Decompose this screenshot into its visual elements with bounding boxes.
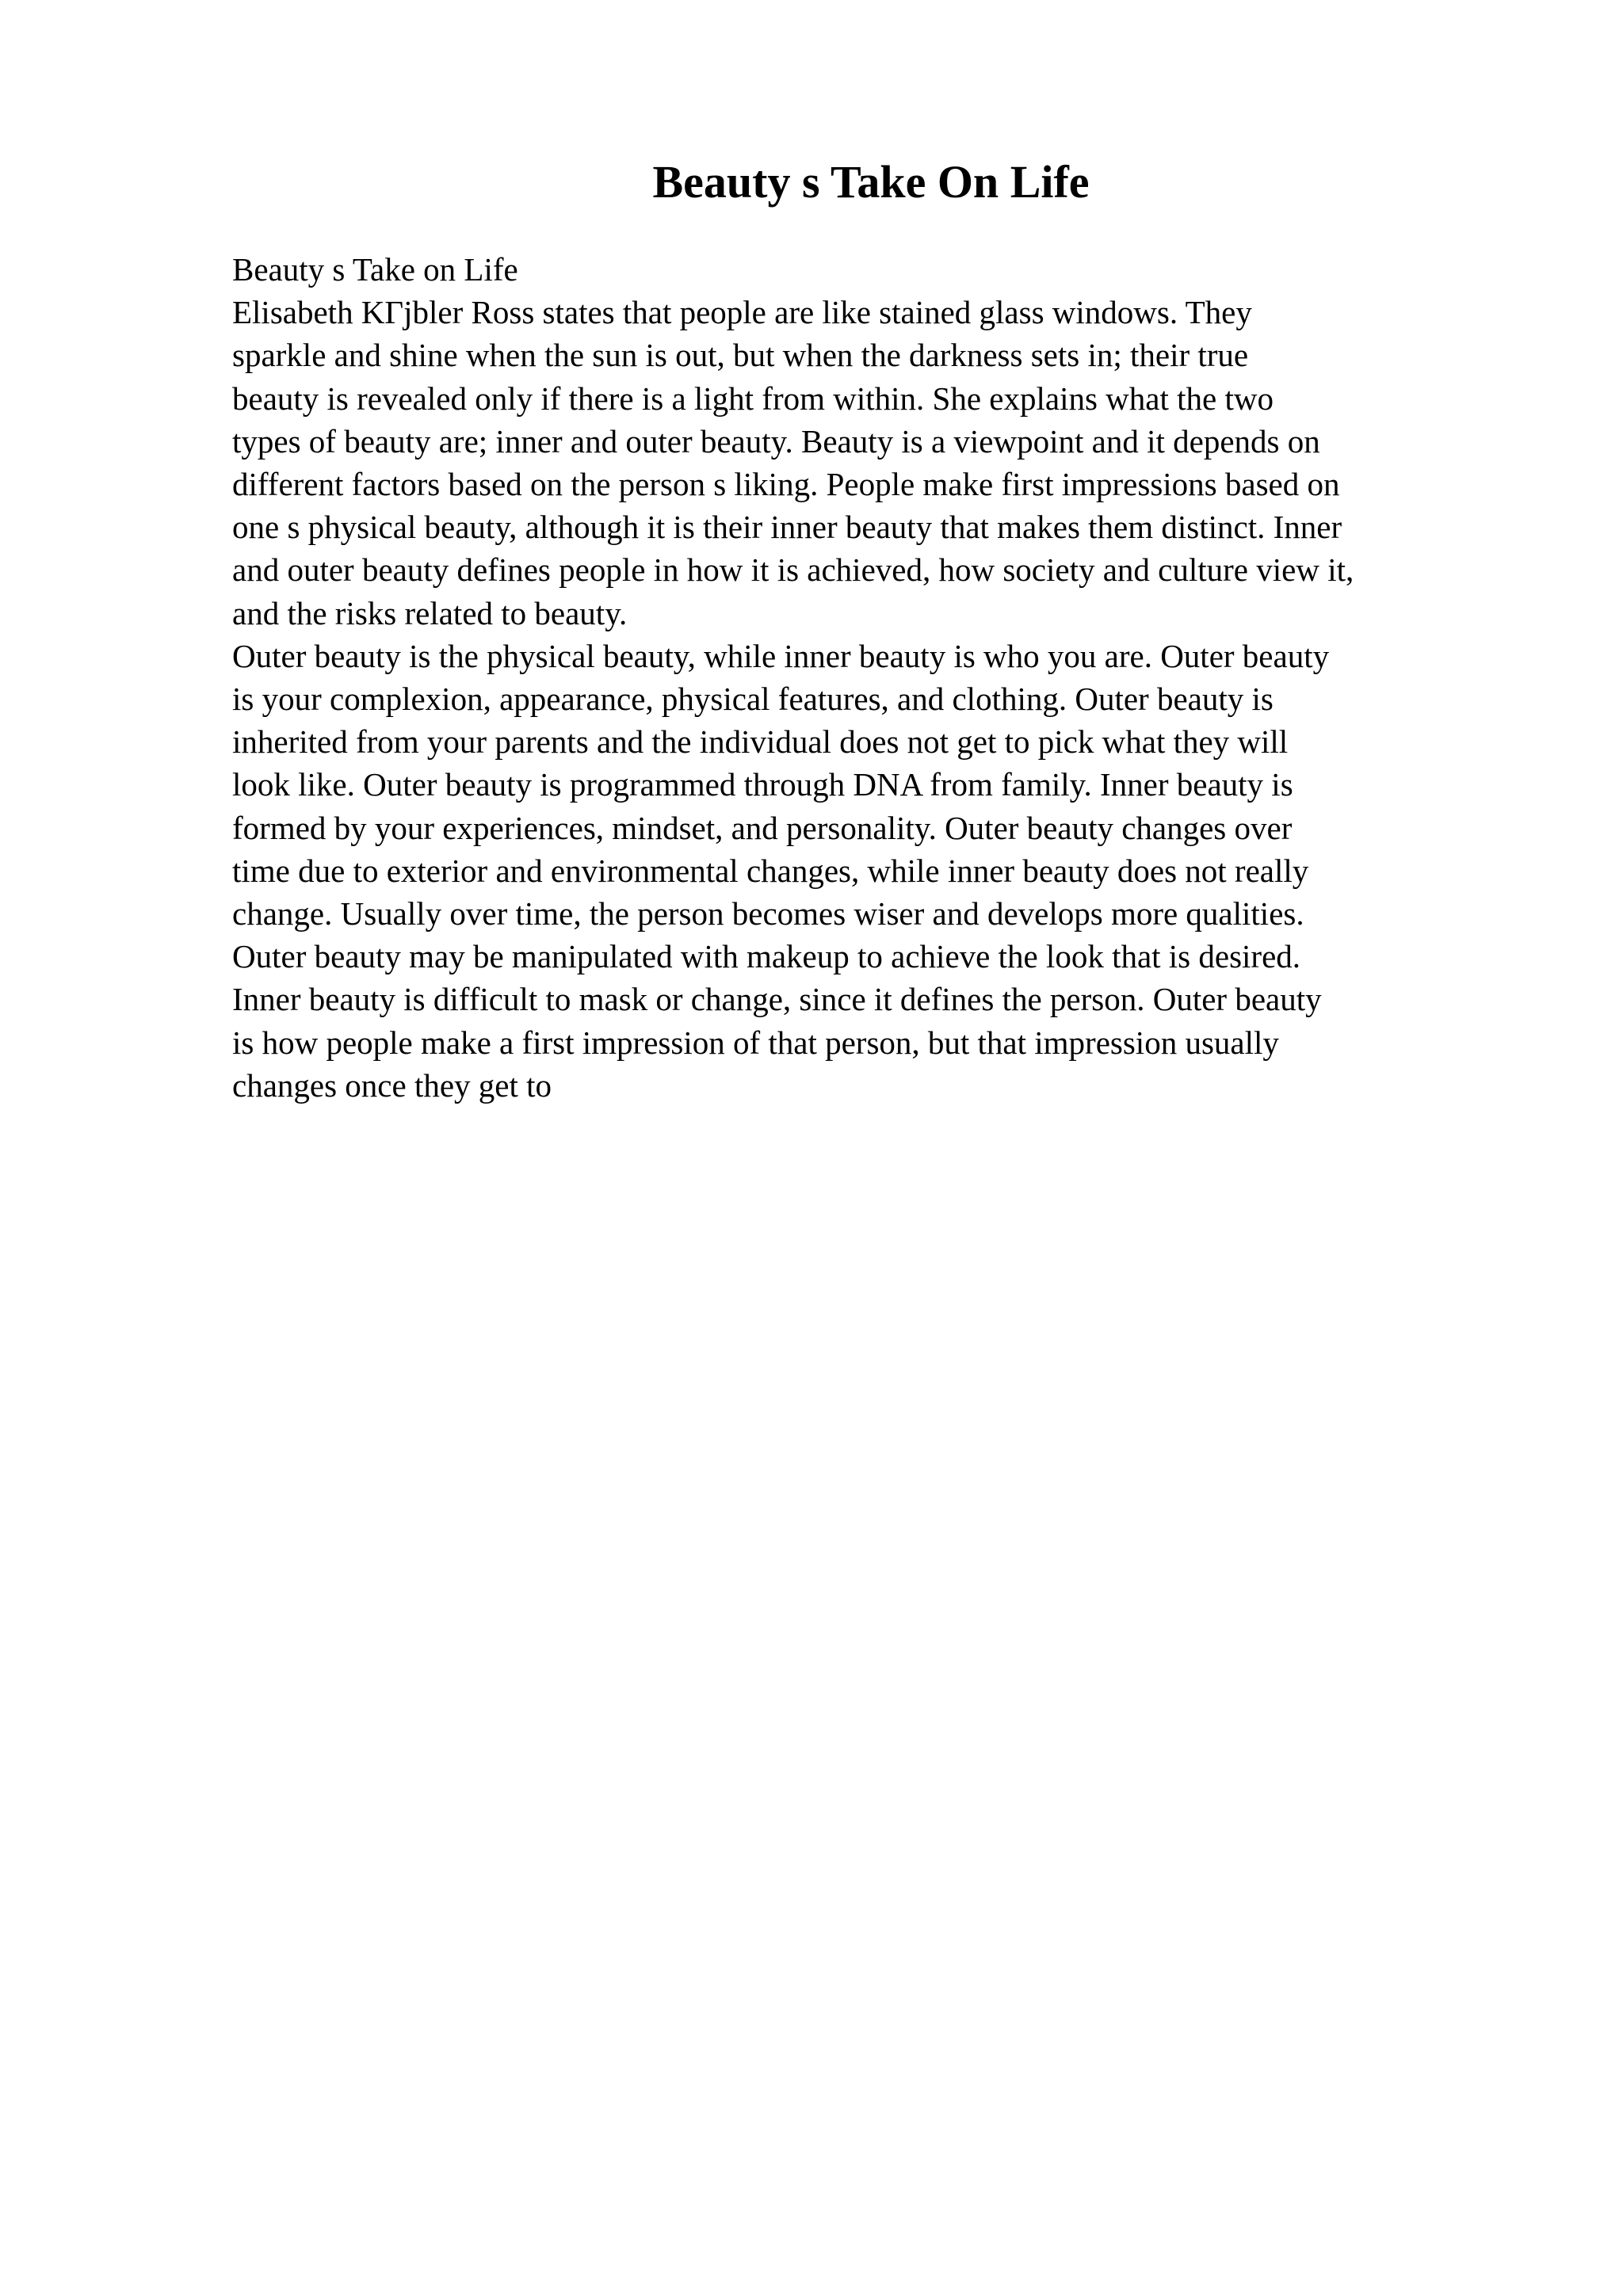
text-line: types of beauty are; inner and outer beauty. Beauty is a viewpoint and it depends on bbox=[232, 422, 1320, 460]
text-line: Elisabeth KΓjbler Ross states that people are like stained glass windows. They bbox=[232, 294, 1252, 331]
text-line: Outer beauty is the physical beauty, while inner beauty is who you are. Outer beauty bbox=[232, 637, 1330, 674]
text-line: sparkle and shine when the sun is out, but when the darkness sets in; their true bbox=[232, 337, 1249, 374]
text-line: is your complexion, appearance, physical features, and clothing. Outer beauty is bbox=[232, 681, 1274, 718]
text-line: different factors based on the person s liking. People make first impressions based on bbox=[232, 466, 1340, 503]
document-body bbox=[232, 248, 1532, 1107]
text-line: and outer beauty defines people in how it is achieved, how society and culture view it, bbox=[232, 551, 1354, 589]
text-line: one s physical beauty, although it is their inner beauty that makes them distinct. Inner bbox=[232, 509, 1342, 546]
text-line: formed by your experiences, mindset, and personality. Outer beauty changes over bbox=[232, 809, 1293, 846]
text-line: inherited from your parents and the individual does not get to pick what they will bbox=[232, 723, 1289, 761]
text-line: Outer beauty may be manipulated with makeup to achieve the look that is desired. bbox=[232, 938, 1301, 975]
text-line: time due to exterior and environmental changes, while inner beauty does not really bbox=[232, 852, 1309, 889]
text-line: and the risks related to beauty. bbox=[232, 594, 628, 631]
document-title: Beauty s Take On Life bbox=[652, 156, 1090, 208]
text-line: change. Usually over time, the person becomes wiser and develops more qualities. bbox=[232, 895, 1304, 933]
text-line: Inner beauty is difficult to mask or change, since it defines the person. Outer beauty bbox=[232, 981, 1322, 1018]
text-line: beauty is revealed only if there is a light from within. She explains what the two bbox=[232, 379, 1274, 417]
text-line: look like. Outer beauty is programmed through DNA from family. Inner beauty is bbox=[232, 766, 1293, 803]
text-line: is how people make a first impression of that person, but that impression usually bbox=[232, 1024, 1279, 1061]
text-line: changes once they get to bbox=[232, 1066, 552, 1104]
text-line: Beauty s Take on Life bbox=[232, 251, 518, 288]
